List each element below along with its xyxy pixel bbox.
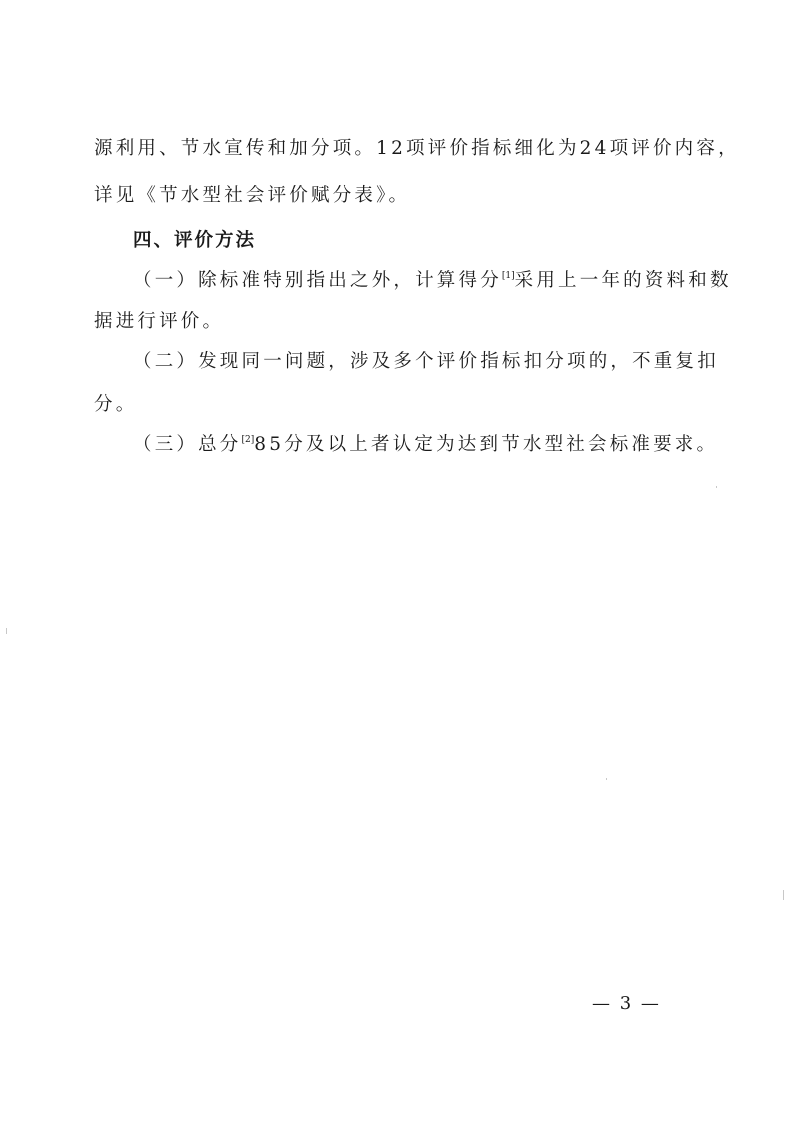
list-item-1 xyxy=(133,269,732,293)
paragraph-line: 源利用、节水宣传和加分项。12项评价指标细化为24项评价内容， xyxy=(94,138,740,159)
list-item-text: 85分及以上者认定为达到节水型社会标准要求。 xyxy=(254,434,719,455)
paragraph-line: 分。 xyxy=(94,394,138,415)
section-heading: 四、评价方法 xyxy=(133,230,257,251)
scan-speck xyxy=(606,778,607,780)
paragraph-line: 详见《节水型社会评价赋分表》。 xyxy=(94,185,411,206)
paragraph-line: 据进行评价。 xyxy=(94,311,225,332)
list-item-text: （一）除标准特别指出之外，计算得分 xyxy=(133,270,502,291)
list-item-3 xyxy=(133,433,718,457)
list-item-2: （二）发现同一问题，涉及多个评价指标扣分项的，不重复扣 xyxy=(133,351,719,372)
footnote-ref: [2] xyxy=(241,435,255,445)
footnote-ref: [1] xyxy=(501,271,515,281)
page-number: — 3 — xyxy=(592,993,661,1014)
scan-speck xyxy=(716,486,717,488)
scan-speck xyxy=(783,890,784,900)
scan-speck xyxy=(6,628,7,634)
list-item-text: （三）总分 xyxy=(133,434,242,455)
list-item-text: 采用上一年的资料和数 xyxy=(514,270,732,291)
